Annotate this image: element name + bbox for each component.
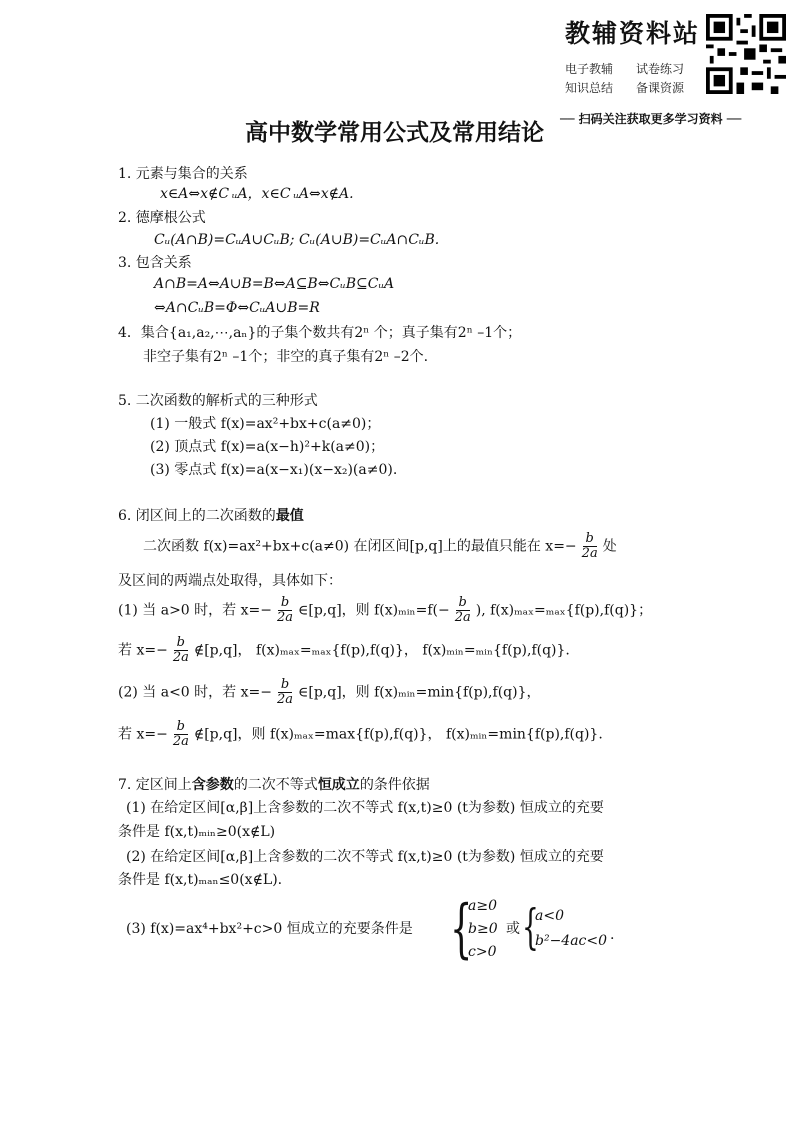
section-5-line-2: (2) 顶点式 f(x)=a(x−h)²+k(a≠0)；: [150, 439, 385, 455]
fraction-denominator: 2a: [454, 610, 471, 625]
case-2-text-a: 若 x=−: [118, 642, 168, 659]
fraction-numerator: b: [583, 532, 597, 547]
fraction-numerator: b: [278, 678, 292, 693]
section-2-heading: 2. 德摩根公式: [118, 210, 206, 226]
section-7-line-5: (3) f(x)=ax⁴+bx²+c>0 恒成立的充要条件是: [126, 921, 413, 937]
fraction: [579, 532, 601, 561]
section-6-heading-bold: 最值: [275, 508, 304, 524]
page-title: 高中数学常用公式及常用结论: [245, 119, 544, 146]
fraction-denominator: 2a: [172, 650, 189, 665]
fraction-numerator: b: [174, 720, 188, 735]
system-2-row-1: a<0: [535, 908, 564, 924]
section-6-case-1: [118, 596, 652, 625]
link-exams[interactable]: 试卷练习: [636, 62, 685, 76]
section-6-case-3: [118, 678, 541, 707]
section-6-heading-text: 6. 闭区间上的二次函数的: [118, 508, 276, 524]
section-3-formula-1: A∩B=A⇔A∪B=B⇔A⊆B⇔CᵤB⊆CᵤA: [154, 276, 395, 292]
system-brace-1: {: [450, 892, 473, 966]
section-3-formula-2: ⇔A∩CᵤB=Φ⇔CᵤA∪B=R: [154, 300, 320, 316]
section-7-line-4: 条件是 f(x,t)ₘₐₙ≤0(x∉L).: [118, 872, 283, 888]
section-7-line-2: 条件是 f(x,t)ₘᵢₙ≥0(x∉L): [118, 824, 276, 840]
section-7-heading-d: 恒成立: [317, 777, 360, 793]
fraction: [274, 678, 296, 707]
section-7-heading: [118, 776, 430, 794]
scan-prompt: ── 扫码关注获取更多学习资料 ──: [560, 112, 742, 126]
section-4-line-1: 4．集合{a₁,a₂,⋯,aₙ}的子集个数共有2ⁿ 个；真子集有2ⁿ –1个；: [118, 325, 522, 341]
system-1-row-1: a≥0: [468, 898, 497, 914]
section-7-heading-a: 7. 定区间上: [118, 777, 192, 793]
fraction-numerator: b: [174, 636, 188, 651]
section-6-intro-cont: 及区间的两端点处取得，具体如下：: [118, 573, 342, 589]
section-6-case-2: [118, 636, 570, 665]
section-3-heading: 3. 包含关系: [118, 255, 192, 271]
section-6-intro-text: 二次函数 f(x)=ax²+bx+c(a≠0) 在闭区间[p,q]上的最值只能在 x=−: [143, 538, 577, 555]
section-6-intro-end: 处: [602, 538, 617, 555]
section-7-line-3: (2) 在给定区间[α,β]上含参数的二次不等式 f(x,t)≥0 (t为参数) 恒成立的充要: [126, 849, 604, 865]
link-summary[interactable]: 知识总结: [565, 81, 614, 95]
fraction-denominator: 2a: [276, 692, 294, 707]
section-2-formula: Cᵤ(A∩B)=CᵤA∪CᵤB; Cᵤ(A∪B)=CᵤA∩CᵤB.: [154, 232, 440, 248]
section-7-heading-c: 的二次不等式: [233, 777, 318, 793]
section-6-heading: [118, 507, 304, 525]
case-4-text-a: 若 x=−: [118, 726, 168, 743]
system-or: 或: [506, 921, 520, 937]
section-7-line-1: (1) 在给定区间[α,β]上含参数的二次不等式 f(x,t)≥0 (t为参数) 恒成立的充要: [126, 800, 604, 816]
fraction-denominator: 2a: [581, 546, 598, 561]
section-6-case-4: [118, 720, 603, 749]
qr-code-icon: [706, 14, 786, 94]
fraction: [452, 596, 474, 625]
case-3-text-a: (2) 当 a<0 时，若 x=−: [118, 684, 272, 701]
system-brace-2: {: [522, 899, 539, 955]
section-5-line-3: (3) 零点式 f(x)=a(x−x₁)(x−x₂)(a≠0).: [150, 462, 398, 478]
section-7-heading-b: 含参数: [191, 777, 234, 793]
system-1-row-2: b≥0: [468, 921, 498, 937]
link-ebook[interactable]: 电子教辅: [565, 62, 614, 76]
case-1-text-b: ∈[p,q]，则 f(x)ₘᵢₙ=f(−: [298, 602, 450, 619]
case-3-text-b: ∈[p,q]，则 f(x)ₘᵢₙ=min{f(p),f(q)}，: [298, 684, 541, 701]
fraction-numerator: b: [278, 596, 292, 611]
fraction-numerator: b: [456, 596, 470, 611]
fraction: [170, 636, 192, 665]
section-6-intro: [143, 532, 617, 561]
section-4-line-2: 非空子集有2ⁿ –1个；非空的真子集有2ⁿ –2个.: [143, 349, 429, 365]
section-5-line-1: (1) 一般式 f(x)=ax²+bx+c(a≠0)；: [150, 416, 381, 432]
link-resources[interactable]: 备课资源: [636, 81, 685, 95]
fraction: [170, 720, 192, 749]
case-1-text-c: ), f(x)ₘₐₓ=ₘₐₓ{f(p),f(q)}；: [475, 602, 653, 619]
fraction: [274, 596, 296, 625]
fraction-denominator: 2a: [276, 610, 294, 625]
section-5-heading: 5. 二次函数的解析式的三种形式: [118, 393, 318, 409]
brand-title: 教辅资料站: [565, 19, 701, 48]
case-2-text-b: ∉[p,q]， f(x)ₘₐₓ=ₘₐₓ{f(p),f(q)}， f(x)ₘᵢₙ=ₘᵢₙ{f(p),f(q)}.: [193, 642, 570, 659]
system-end-period: .: [610, 927, 615, 943]
section-7-heading-e: 的条件依据: [359, 777, 430, 793]
section-1-formula: x∈A⇔x∉C ᵤA，x∈C ᵤA⇔x∉A.: [160, 186, 354, 202]
fraction-denominator: 2a: [172, 734, 189, 749]
section-1-heading: 1. 元素与集合的关系: [118, 166, 248, 182]
case-4-text-b: ∉[p,q]，则 f(x)ₘₐₓ=max{f(p),f(q)}， f(x)ₘᵢₙ=min{f(p),f(q)}.: [193, 726, 603, 743]
system-1-row-3: c>0: [468, 944, 497, 960]
case-1-text-a: (1) 当 a>0 时，若 x=−: [118, 602, 272, 619]
system-2-row-2: b²−4ac<0: [535, 933, 608, 949]
